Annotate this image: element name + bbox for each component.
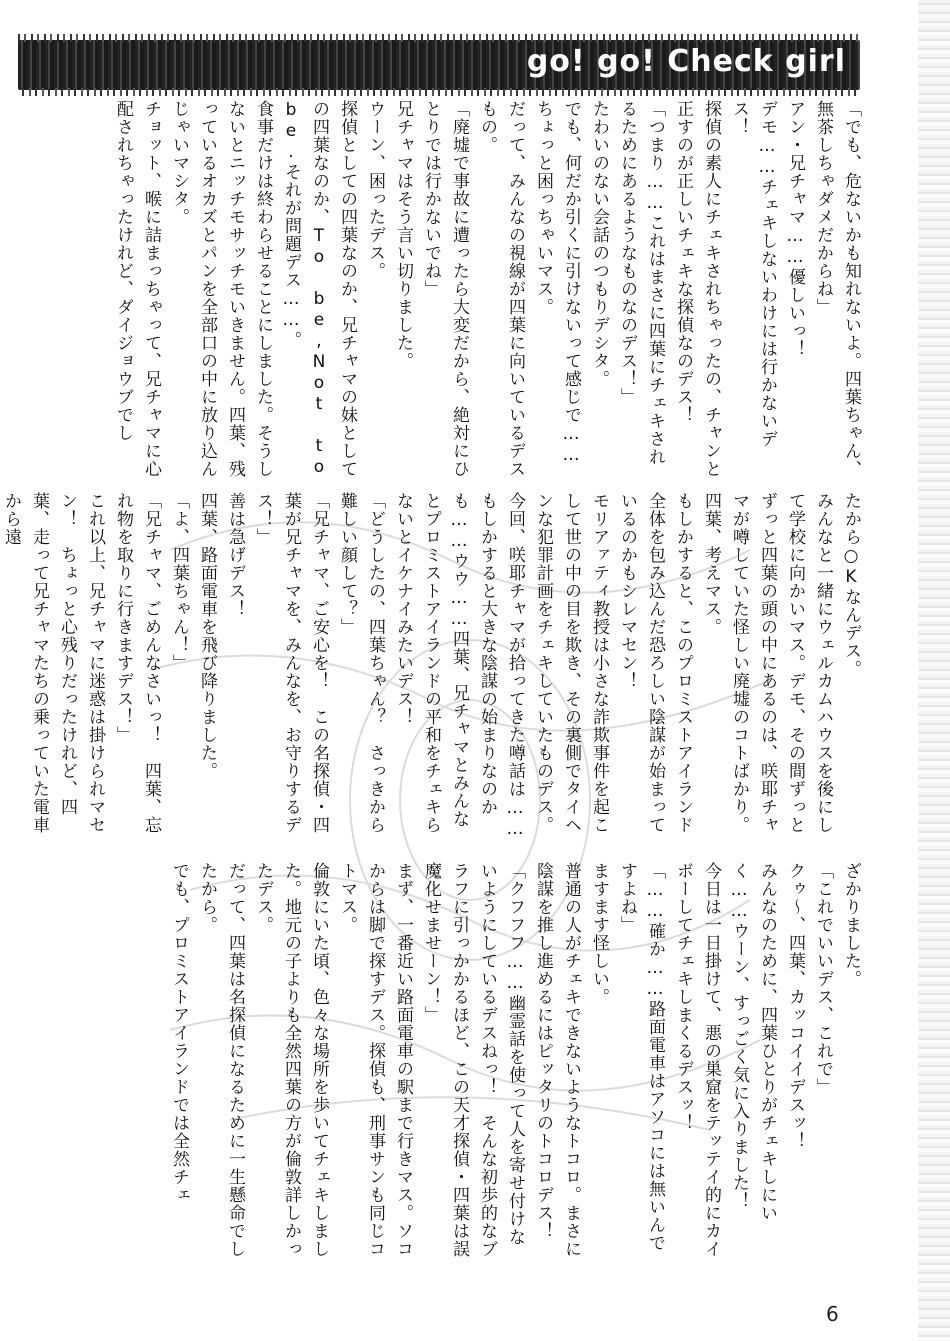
text-block-bottom: ざかりました。 「これでいいデス、これで」 クゥ〜、四葉、カッコイイデスッ！ みんなのために、四葉ひとりがチェキしにいく……ウーン、すっごく気に入りました！ 今日は一日掛けて、悪の巣窟をテッテイ的にカイボーしてチェキしまくるデスッ！ 「……確か……路面電車はアソコには無いんですよね」 ますます怪しい。 普通の人がチェキできないようなトコロ。まさに陰謀を推し進めるにはピッタリのトコロデス！ 「クフフフ……幽霊話を使って人を寄せ付けないようにしているデスねっ！ そんな初歩的なブラフに引っかかるほど、この天才探偵・四葉は誤魔化せませーン！」 まず、一番近い路面電車の駅まで行きマス。ソコからは脚で探すデス。探偵も、刑事サンも同じコトマス。 倫敦にいた頃、色々な場所を歩いてチェキしました。地元の子よりも全然四葉の方が倫敦詳しかったデス。 だって、四葉は名探偵になるために一生懸命でしたから。 でも、プロミストアイランドでは全然チェ	[169, 862, 861, 1258]
header-title: go! go! Check girl	[526, 44, 846, 79]
text-block-middle: たから○Kなんデス。 みんなと一緒にウェルカムハウスを後にして学校に向かいマス。デモ、その間ずっとずっと四葉の頭の中にあるのは、咲耶チャマが噂していた怪しい廃墟のコトばかり。 四葉、考えマス。 もしかすると、このプロミストアイランド全体を包み込んだ恐ろしい陰謀が始まっているのかもシレマセン！ モリアァティ教授は小さな詐欺事件を起こして世の中の目を欺き、その裏側でタイヘンな犯罪計画をチェキしていたものデス。 今回、咲耶チャマが拾ってきた噂話は……もしかすると大きな陰謀の始まりなのかも……ウウ……四葉、兄チャマとみんなとプロミストアイランドの平和をチェキらないとイケナイみたいデス！ 「どうしたの、四葉ちゃん？ さっきから難しい顔して？」 「兄チャマ、ご安心を！ この名探偵・四葉が兄チャマを、みんなを、お守りするデス！」 善は急げデス！ 四葉、路面電車を飛び降りました。 「よ、四葉ちゃん！」 「兄チャマ、ごめんなさいっ！ 四葉、忘れ物を取りに行きますデス！」 これ以上、兄チャマに迷惑は掛けられマセン！ ちょっと心残りだったけれど、四葉、走って兄チャマたちの乗っていた電車から遠	[1, 492, 861, 840]
header-banner	[18, 40, 860, 90]
page-edge-pattern	[918, 0, 950, 1341]
page-number: 6	[826, 1302, 839, 1326]
text-block-top: 「でも、危ないかも知れないよ。四葉ちゃん、無茶しちゃダメだからね」 アン・兄チャマ……優しいっ！ デモ……チェキしないわけには行かないデス！ 探偵の素人にチェキされちゃったの、チャンと正すのが正しいチェキな探偵なのデス！ 「つまり……これはまさに四葉にチェキされるためにあるようなものなのデス！」 たわいのない会話のつもりデシタ。 でも、何だか引くに引けないって感じで……ちょっと困っちゃいマス。 だって、みんなの視線が四葉に向いているデスもの。 「廃墟で事故に遭ったら大変だから、絶対にひとりでは行かないでね」 兄チャマはそう言い切りました。 ウーン、困ったデス。 探偵としての四葉なのか、兄チャマの妹としての四葉なのか、To be,Not to be.それが問題デス……。 食事だけは終わらせることにしました。そうしないとニッチモサッチモいきません。四葉、残っているオカズとパンを全部口の中に放り込んじゃいマシタ。 チョット、喉に詰まっちゃって、兄チャマに心配されちゃったけれど、ダイジョウブでし	[113, 100, 861, 478]
